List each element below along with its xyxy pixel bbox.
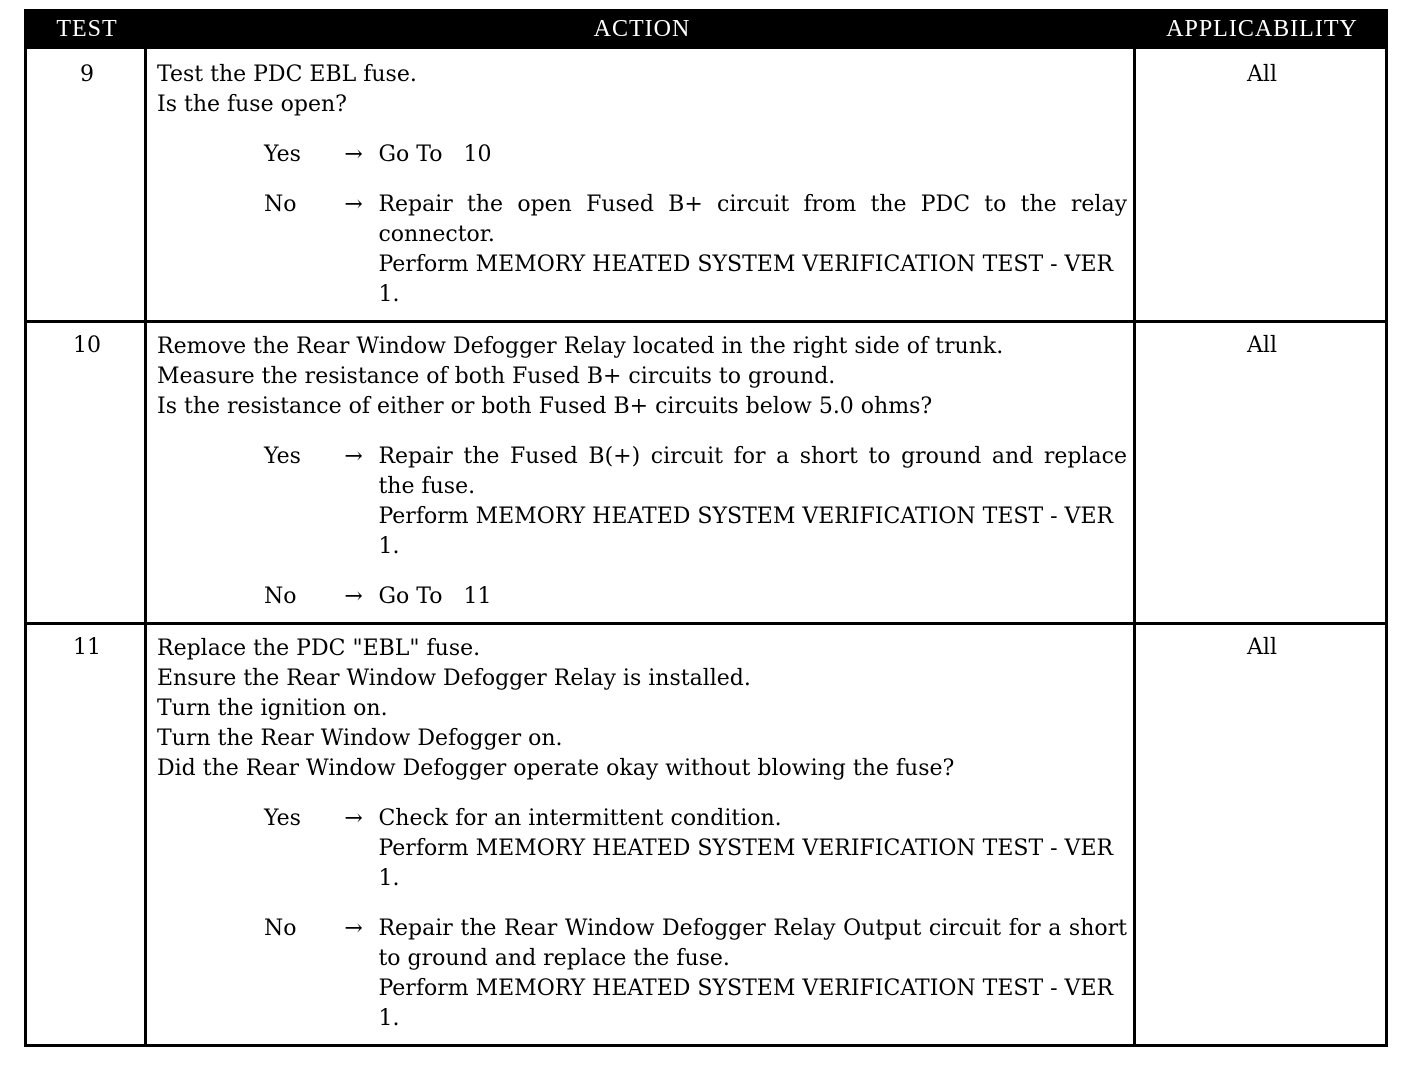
yes-label: Yes bbox=[264, 806, 301, 831]
no-result: Go To 11 bbox=[378, 584, 492, 609]
header-action: ACTION bbox=[593, 16, 691, 42]
arrow-icon: → bbox=[344, 806, 363, 831]
question-line: Test the PDC EBL fuse. bbox=[157, 62, 417, 87]
header-test: TEST bbox=[56, 16, 118, 42]
test-number: 9 bbox=[80, 62, 94, 87]
yes-label: Yes bbox=[264, 444, 301, 469]
no-label: No bbox=[264, 192, 297, 217]
yes-result: Perform MEMORY HEATED SYSTEM VERIFICATION TEST - VER 1. bbox=[378, 836, 1114, 891]
yes-result: Go To 10 bbox=[378, 142, 492, 167]
yes-result: Check for an intermittent condition. bbox=[378, 806, 782, 831]
applicability-value: All bbox=[1247, 62, 1277, 87]
question-line: Turn the ignition on. bbox=[157, 696, 388, 721]
yes-result: Repair the Fused B(+) circuit for a short to ground and replace the fuse. bbox=[378, 444, 1127, 499]
arrow-icon: → bbox=[344, 444, 363, 469]
yes-result: Perform MEMORY HEATED SYSTEM VERIFICATION TEST - VER 1. bbox=[378, 504, 1114, 559]
row-divider bbox=[27, 320, 1385, 323]
test-action bbox=[157, 332, 1127, 612]
arrow-icon: → bbox=[344, 916, 363, 941]
table-header bbox=[27, 12, 1385, 49]
no-result: Repair the Rear Window Defogger Relay Output circuit for a short to ground and replace the fuse. bbox=[378, 916, 1127, 971]
question-line: Remove the Rear Window Defogger Relay located in the right side of trunk. bbox=[157, 334, 1004, 359]
no-label: No bbox=[264, 916, 297, 941]
no-result: Perform MEMORY HEATED SYSTEM VERIFICATION TEST - VER 1. bbox=[378, 252, 1114, 307]
question-line: Ensure the Rear Window Defogger Relay is installed. bbox=[157, 666, 751, 691]
question-line: Replace the PDC "EBL" fuse. bbox=[157, 636, 481, 661]
test-number: 11 bbox=[73, 635, 101, 660]
no-result: Repair the open Fused B+ circuit from the PDC to the relay connector. bbox=[378, 192, 1127, 247]
arrow-icon: → bbox=[344, 584, 363, 609]
arrow-icon: → bbox=[344, 142, 363, 167]
yes-answer bbox=[157, 442, 1127, 562]
no-label: No bbox=[264, 584, 297, 609]
yes-answer bbox=[157, 804, 1127, 894]
test-action bbox=[157, 634, 1127, 1034]
yes-label: Yes bbox=[264, 142, 301, 167]
header-applicability: APPLICABILITY bbox=[1166, 16, 1358, 42]
no-answer bbox=[157, 190, 1127, 310]
yes-answer bbox=[157, 140, 1127, 170]
row-divider bbox=[27, 622, 1385, 625]
no-answer bbox=[157, 582, 1127, 612]
question-line: Is the fuse open? bbox=[157, 92, 347, 117]
applicability-value: All bbox=[1247, 333, 1277, 358]
no-result: Perform MEMORY HEATED SYSTEM VERIFICATION TEST - VER 1. bbox=[378, 976, 1114, 1031]
applicability-value: All bbox=[1247, 635, 1277, 660]
diagnostic-table bbox=[24, 9, 1388, 1047]
arrow-icon: → bbox=[344, 192, 363, 217]
test-number: 10 bbox=[73, 333, 101, 358]
column-divider bbox=[1133, 49, 1136, 1044]
no-answer bbox=[157, 914, 1127, 1034]
test-action bbox=[157, 60, 1127, 310]
column-divider bbox=[144, 49, 147, 1044]
question-line: Turn the Rear Window Defogger on. bbox=[157, 726, 563, 751]
question-line: Measure the resistance of both Fused B+ circuits to ground. bbox=[157, 364, 836, 389]
question-line: Is the resistance of either or both Fused B+ circuits below 5.0 ohms? bbox=[157, 394, 933, 419]
question-line: Did the Rear Window Defogger operate okay without blowing the fuse? bbox=[157, 756, 955, 781]
